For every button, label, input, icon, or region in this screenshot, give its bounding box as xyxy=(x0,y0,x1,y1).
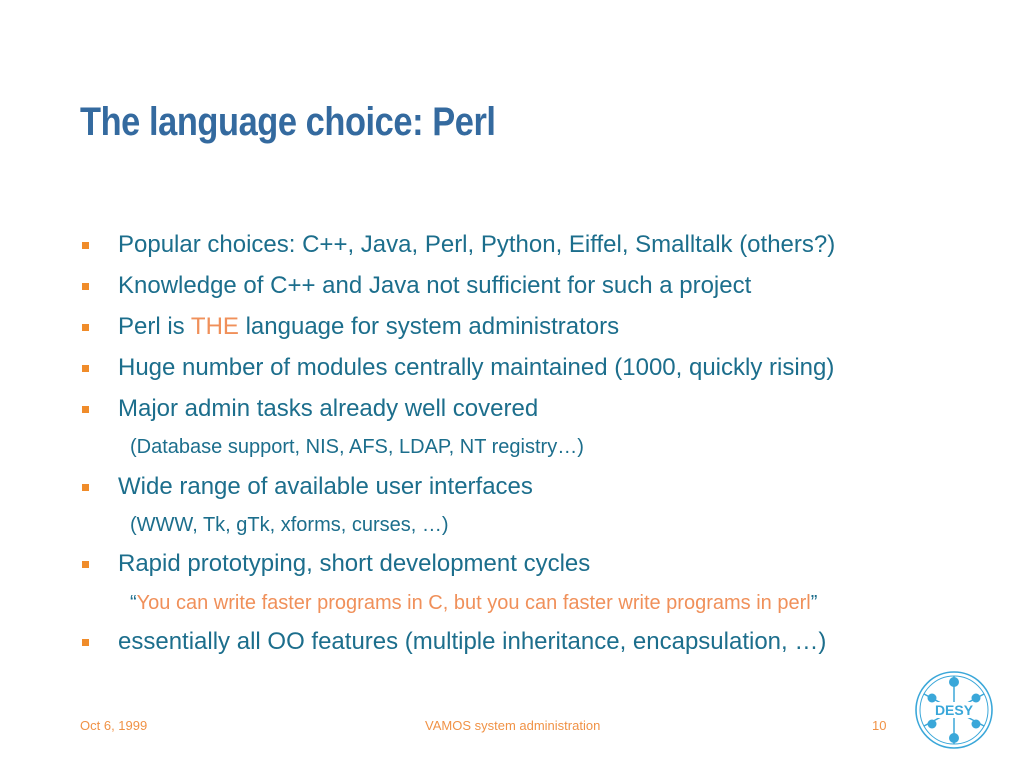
bullet-marker xyxy=(82,484,89,491)
bullet-text: Knowledge of C++ and Java not sufficient for such a project xyxy=(118,272,752,299)
quote-close-mark: ” xyxy=(810,592,818,614)
desy-logo-icon xyxy=(912,668,996,752)
bullet-marker xyxy=(82,242,89,249)
footer-date: Oct 6, 1999 xyxy=(80,718,148,733)
bullet-text: Rapid prototyping, short development cycles xyxy=(118,550,591,577)
bullet-item xyxy=(118,313,619,341)
bullet-item xyxy=(118,395,538,423)
bullet-marker xyxy=(82,406,89,413)
bullet-marker xyxy=(82,561,89,568)
footer-title: VAMOS system administration xyxy=(425,718,601,733)
bullet-item xyxy=(118,354,834,382)
bullet-marker xyxy=(82,324,89,331)
quote-open-mark: “ xyxy=(130,592,137,614)
bullet-marker xyxy=(82,365,89,372)
bullet-item xyxy=(118,272,751,300)
bullet-item xyxy=(118,473,533,501)
bullet-text-post: language for system administrators xyxy=(238,313,620,340)
slide-title: The language choice: Perl xyxy=(80,100,496,144)
bullet-highlight: THE xyxy=(190,313,239,340)
bullet-text: Major admin tasks already well covered xyxy=(118,395,539,422)
bullet-item xyxy=(118,550,590,578)
bullet-marker xyxy=(82,639,89,646)
bullet-text: Wide range of available user interfaces xyxy=(118,473,533,500)
sub-item: (WWW, Tk, gTk, xforms, curses, …) xyxy=(130,514,449,536)
bullet-item xyxy=(118,628,826,656)
bullet-text: essentially all OO features (multiple inheritance, encapsulation, …) xyxy=(118,628,827,655)
bullet-text: Huge number of modules centrally maintained (1000, quickly rising) xyxy=(118,354,835,381)
bullet-item xyxy=(118,231,835,259)
footer-page-number: 10 xyxy=(872,718,887,733)
bullet-text: Popular choices: C++, Java, Perl, Python, Eiffel, Smalltalk (others?) xyxy=(118,231,836,258)
bullet-text-pre: Perl is xyxy=(118,313,191,340)
bullet-marker xyxy=(82,283,89,290)
quote-text: You can write faster programs in C, but you can faster write programs in perl xyxy=(136,592,811,614)
quote-item xyxy=(130,592,817,615)
sub-item: (Database support, NIS, AFS, LDAP, NT registry…) xyxy=(130,436,584,458)
logo-text: DESY xyxy=(934,702,974,718)
